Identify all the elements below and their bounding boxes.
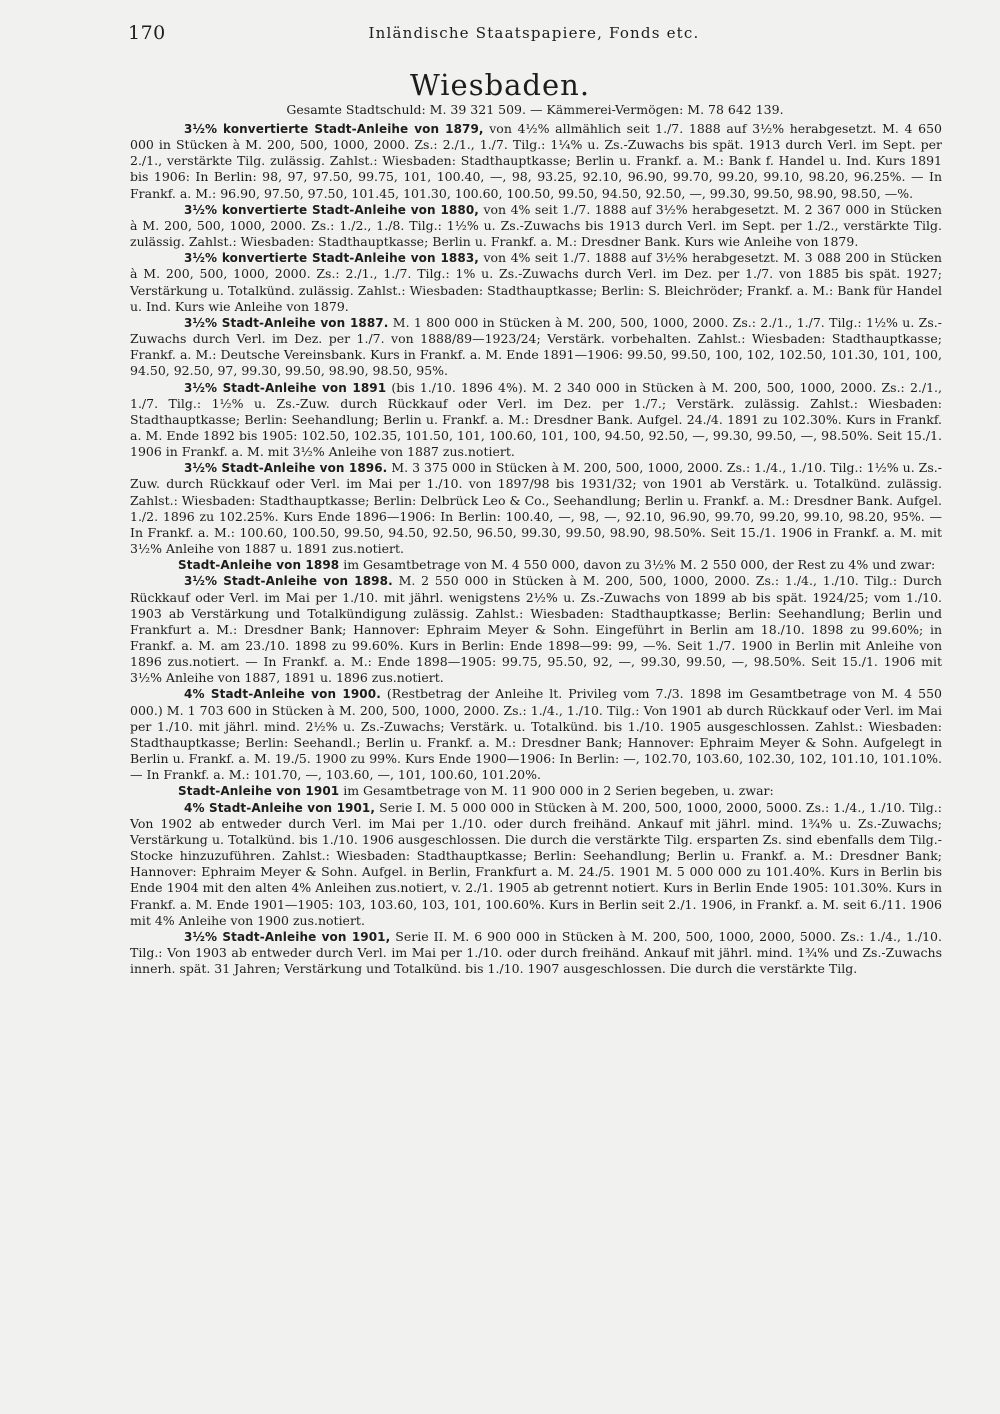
entry-text: M. 2 550 000 in Stücken à M. 200, 500, 1000, 2000. Zs.: 1./4., 1./10. Tilg.: Durch Rückkauf oder Verl. im Mai per 1./10. mit jährl. wenigstens 2½% u. Zs.-Zuwachs von 1899 ab bis spät. 1924/25; vom 1./10. 1903 ab Verstärkung und Totalkündigung zulässig. Zahlst.: Wiesbaden: Stadthauptkasse; Berlin: Seehandlung; Berlin und Frankfurt a. M.: Dresdner Bank; Hannover: Ephraim Meyer & Sohn. Eingeführt in Berlin am 18./10. 1898 zu 99.60%; in Frankf. a. M. am 23./10. 1898 zu 99.60%. Kurs in Berlin: Ende 1898—99: 99, —%. Seit 1./7. 1900 in Berlin mit Anleihe von 1896 zus.notiert. — In Frankf. a. M.: Ende 1898—1905: 99.75, 95.50, 92, —, 99.30, 99.50, —, 98.50%. Seit 15./1. 1906 mit 3½% Anleihe von 1887, 1891 u. 1896 zus.notiert. bbox=[130, 573, 942, 686]
entry-1883 bbox=[130, 250, 942, 315]
entry-heading: 4% Stadt-Anleihe von 1900. bbox=[184, 687, 381, 702]
debt-summary: Gesamte Stadtschuld: M. 39 321 509. — Kämmerei-Vermögen: M. 78 642 139. bbox=[286, 102, 784, 117]
entry-text: von 4½% allmählich seit 1./7. 1888 auf 3½% herabgesetzt. M. 4 650 000 in Stücken à M. 200, 500, 1000, 2000. Zs.: 2./1., 1./7. Tilg.: 1¼% u. Zs.-Zuwachs bis spät. 1913 durch Verl. im Sept. per 2./1., verstärkte Tilg. zulässig. Zahlst.: Wiesbaden: Stadthauptkasse; Berlin u. Frankf. a. M.: Bank f. Handel u. Ind. Kurs 1891 bis 1906: In Berlin: 98, 97, 97.50, 99.75, 101, 100.40, —, 98, 93.25, 92.10, 96.90, 99.70, 99.20, 99.10, 98.20, 96.25%. — In Frankf. a. M.: 96.90, 97.50, 97.50, 101.45, 101.30, 100.60, 100.50, 99.50, 94.50, 92.50, —, 99.30, 99.50, 98.90, 98.50, —%. bbox=[130, 121, 942, 201]
entry-text: im Gesamtbetrage von M. 4 550 000, davon zu 3½% M. 2 550 000, der Rest zu 4% und zwar: bbox=[343, 557, 936, 573]
entry-1900 bbox=[130, 686, 942, 783]
entry-text: M. 3 375 000 in Stücken à M. 200, 500, 1000, 2000. Zs.: 1./4., 1./10. Tilg.: 1½% u. Zs.-Zuw. durch Rückkauf oder Verl. im Mai per 1./10. von 1897/98 bis 1931/32; von 1901 ab Verstärk. u. Totalkünd. zulässig. Zahlst.: Wiesbaden: Stadthauptkasse; Berlin: Delbrück Leo & Co., Seehandlung; Berlin u. Frankf. a. M.: Dresdner Bank. Aufgel. 1./2. 1896 zu 102.25%. Kurs Ende 1896—1906: In Berlin: 100.40, —, 98, —, 92.10, 96.90, 99.70, 99.20, 99.10, 98.20, 95%. — In Frankf. a. M.: 100.60, 100.50, 99.50, 94.50, 92.50, 96.50, 99.30, 99.50, 98.90, 98.50%. Seit 15./1. 1906 in Frankf. a. M. mit 3½% Anleihe von 1887 u. 1891 zus.notiert. bbox=[130, 460, 942, 557]
entry-text: von 4% seit 1./7. 1888 auf 3½% herabgesetzt. M. 3 088 200 in Stücken à M. 200, 500, 1000, 2000. Zs.: 2./1., 1./7. Tilg.: 1% u. Zs.-Zuwachs durch Verl. im Dez. per 1./7. von 1885 bis spät. 1927; Verstärkung u. Totalkünd. zulässig. Zahlst.: Wiesbaden: Stadthauptkasse; Berlin: S. Bleichröder; Frankf. a. M.: Bank für Handel u. Ind. Kurs wie Anleihe von 1879. bbox=[130, 250, 942, 314]
entry-text: von 4% seit 1./7. 1888 auf 3½% herabgesetzt. M. 2 367 000 in Stücken à M. 200, 500, 1000, 2000. Zs.: 1./2., 1./8. Tilg.: 1½% u. Zs.-Zuwachs bis 1913 durch Verl. im Sept. per 1./2., verstärkte Tilg. zulässig. Zahlst.: Wiesbaden: Stadthauptkasse; Berlin u. Frankf. a. M.: Dresdner Bank. Kurs wie Anleihe von 1879. bbox=[130, 201, 942, 250]
entry-heading: 3½% Stadt-Anleihe von 1898. bbox=[184, 574, 393, 589]
entry-1887 bbox=[130, 315, 942, 380]
entry-heading: 3½% Stadt-Anleihe von 1901, bbox=[184, 929, 391, 944]
entry-1880 bbox=[130, 202, 942, 250]
entry-heading: 3½% konvertierte Stadt-Anleihe von 1883, bbox=[184, 251, 479, 266]
entry-heading: Stadt-Anleihe von 1901 bbox=[178, 784, 340, 799]
entry-text: Serie I. M. 5 000 000 in Stücken à M. 200, 500, 1000, 2000, 5000. Zs.: 1./4., 1./10. Tilg.: Von 1902 ab entweder durch Verl. im Mai per 1./10. oder durch freihänd. Ankauf mit jährl. mind. 1¾% u. Zs.-Zuwachs; Verstärkung u. Totalkünd. bis 1./10. 1906 ausgeschlossen. Die durch die verstärkte Tilg. ersparten Zs. sind ebenfalls dem Tilg.-Stocke hinzuzuführen. Zahlst.: Wiesbaden: Stadthauptkasse; Berlin: Seehandlung; Berlin u. Frankf. a. M.: Dresdner Bank; Hannover: Ephraim Meyer & Sohn. Aufgel. in Berlin, Frankfurt a. M. 24./5. 1901 M. 5 000 000 zu 101.40%. Kurs in Berlin bis Ende 1904 mit den alten 4% Anleihen zus.notiert, v. 2./1. 1905 ab getrennt notiert. Kurs in Berlin Ende 1905: 101.30%. Kurs in Frankf. a. M. Ende 1901—1905: 103, 103.60, 103, 101, 100.60%. Kurs in Berlin seit 2./1. 1906, in Frankf. a. M. seit 6./11. 1906 mit 4% Anleihe von 1900 zus.notiert. bbox=[130, 799, 942, 928]
entry-text: (Restbetrag der Anleihe lt. Privileg vom 7./3. 1898 im Gesamtbetrage von M. 4 550 000.) M. 1 703 600 in Stücken à M. 200, 500, 1000, 2000. Zs.: 1./4., 1./10. Tilg.: Von 1901 ab durch Rückkauf oder Verl. im Mai per 1./10. mit jährl. mind. 2½% u. Zs.-Zuwachs; Verstärk. u. Totalkünd. bis 1./10. 1905 ausgeschlossen. Zahlst.: Wiesbaden: Stadthauptkasse; Berlin: Seehandl.; Berlin u. Frankf. a. M.: Dresdner Bank; Hannover: Ephraim Meyer & Sohn. Aufgelegt in Berlin u. Frankf. a. M. 19./5. 1900 zu 99%. Kurs Ende 1900—1906: In Berlin: —, 102.70, 103.60, 102.30, 102, 101.10, 101.10%. — In Frankf. a. M.: 101.70, —, 103.60, —, 101, 100.60, 101.20%. bbox=[130, 686, 943, 783]
entry-text: im Gesamtbetrage von M. 11 900 000 in 2 Serien begeben, u. zwar: bbox=[343, 783, 774, 799]
entry-heading: 3½% Stadt-Anleihe von 1887. bbox=[184, 315, 389, 330]
entry-1898-total bbox=[130, 557, 942, 573]
running-title: Inländische Staatspapiere, Fonds etc. bbox=[368, 24, 700, 42]
entry-1891 bbox=[130, 380, 942, 461]
entry-text: M. 1 800 000 in Stücken à M. 200, 500, 1000, 2000. Zs.: 2./1., 1./7. Tilg.: 1½% u. Zs.-Zuwachs durch Verl. im Dez. per 1./7. von 1888/89—1923/24; Verstärk. vorbehalten. Zahlst.: Wiesbaden: Stadthauptkasse; Frankf. a. M.: Deutsche Vereinsbank. Kurs in Frankf. a. M. Ende 1891—1906: 99.50, 99.50, 100, 102, 102.50, 101.30, 101, 100, 94.50, 92.50, 97, 99.30, 99.50, 98.90, 98.50, 95%. bbox=[130, 314, 942, 379]
entry-1879 bbox=[130, 121, 942, 202]
entry-text: (bis 1./10. 1896 4%). M. 2 340 000 in Stücken à M. 200, 500, 1000, 2000. Zs.: 2./1., 1./7. Tilg.: 1½% u. Zs.-Zuw. durch Rückkauf oder Verl. im Dez. per 1./7.; Verstärk. zulässig. Zahlst.: Wiesbaden: Stadthauptkasse; Berlin: Seehandlung; Berlin u. Frankf. a. M.: Dresdner Bank. Aufgel. 24./4. 1891 zu 102.30%. Kurs in Frankf. a. M. Ende 1892 bis 1905: 102.50, 102.35, 101.50, 101, 100.60, 101, 100, 94.50, 92.50, —, 99.30, 99.50, —, 98.50%. Seit 15./1. 1906 in Frankf. a. M. mit 3½% Anleihe von 1887 zus.notiert. bbox=[130, 379, 942, 460]
entry-heading: 3½% Stadt-Anleihe von 1891 bbox=[184, 380, 387, 395]
entry-1901-total bbox=[130, 783, 942, 799]
entry-heading: 3½% konvertierte Stadt-Anleihe von 1879, bbox=[184, 122, 484, 136]
entry-1901-serie-1 bbox=[130, 800, 942, 929]
entry-heading: 3½% Stadt-Anleihe von 1896. bbox=[184, 461, 388, 476]
entry-text: Serie II. M. 6 900 000 in Stücken à M. 200, 500, 1000, 2000, 5000. Zs.: 1./4., 1./10. Tilg.: Von 1903 ab entweder durch Verl. im Mai per 1./10. oder durch freihänd. Ankauf mit jährl. mind. 1¾% und Zs.-Zuwachs innerh. spät. 31 Jahren; Verstärkung und Totalkünd. bis 1./10. 1907 ausgeschlossen. Die durch die verstärkte Tilg. bbox=[130, 928, 942, 977]
entry-1901-serie-2 bbox=[130, 929, 942, 977]
entry-heading: Stadt-Anleihe von 1898 bbox=[178, 558, 340, 573]
entry-heading: 3½% konvertierte Stadt-Anleihe von 1880, bbox=[184, 202, 479, 217]
page-number: 170 bbox=[128, 22, 166, 44]
entry-1898 bbox=[130, 573, 942, 686]
section-title: Wiesbaden. bbox=[409, 68, 591, 102]
entry-heading: 4% Stadt-Anleihe von 1901, bbox=[184, 800, 376, 815]
entry-1896 bbox=[130, 460, 942, 557]
bond-entries bbox=[130, 121, 942, 977]
running-header bbox=[128, 22, 940, 46]
